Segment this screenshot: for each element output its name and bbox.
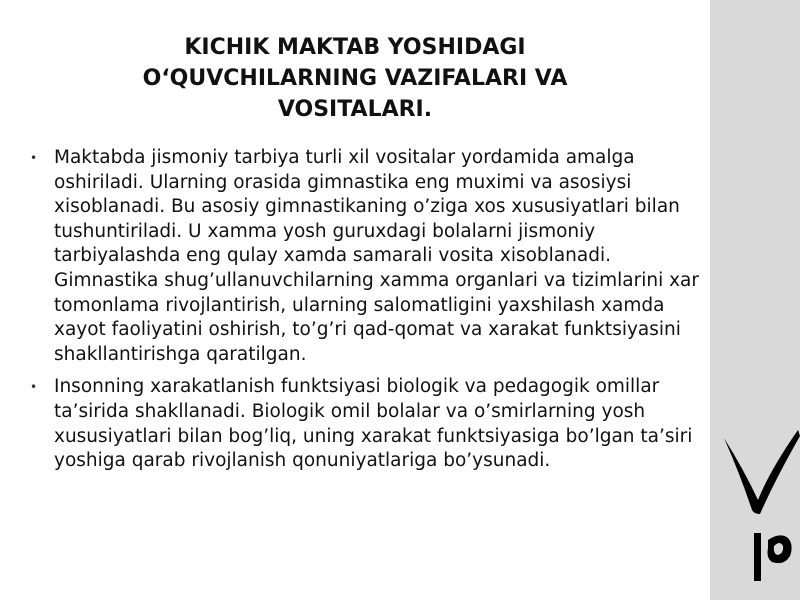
bullet-item-2 bbox=[30, 375, 705, 473]
bullet-marker: • bbox=[30, 380, 38, 395]
bullet-text: Maktabda jismoniy tarbiya turli xil vositalar yordamida amalga oshiriladi. Ularning orasida gimnastika eng muximi va asosiysi xisoblanadi. Bu asosiy gimnastikaning o’ziga xos xususiyatlari bilan tushuntiriladi. U xamma yosh guruxdagi bolalarni jismoniy tarbiyalashda eng qulay xamda samarali vosita xisoblanadi. Gimnastika shug’ullanuvchilarning xamma organlari va tizimlarini xar tomonlama rivojlantirish, ularning salomatligini yaxshilash xamda xayot faoliyatini oshirish, to’g’ri qad-qomat va xarakat funktsiyasini shakllantirishga qaratilgan. bbox=[54, 147, 699, 365]
decorative-sidebar bbox=[710, 0, 800, 600]
bullet-list bbox=[30, 146, 705, 482]
bullet-marker: • bbox=[30, 151, 38, 165]
bullet-text: Insonning xarakatlanish funktsiyasi biologik va pedagogik omillar ta’sirida shakllanadi. Biologik omil bolalar va o’smirlarning yosh xususiyatlari bilan bog’liq, uning xarakat funktsiyasiga bo’lgan ta’siri yoshiga qarab rivojlanish qonuniyatlariga bo’ysunadi. bbox=[54, 376, 693, 472]
bullet-item-1 bbox=[30, 146, 705, 367]
slide-title: KICHIK MAKTAB YOSHIDAGI O‘QUVCHILARNING VAZIFALARI VA VOSITALARI. bbox=[142, 35, 568, 122]
v-p-logo-icon bbox=[710, 0, 800, 600]
